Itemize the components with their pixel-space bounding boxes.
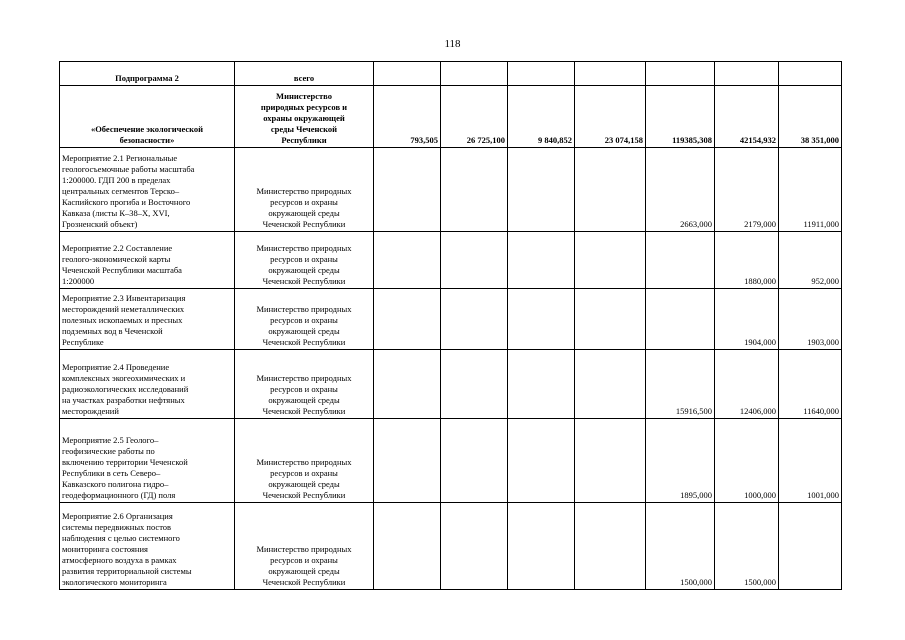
value-cell xyxy=(374,289,441,350)
value-cell: 952,000 xyxy=(779,232,842,289)
value-cell: 2179,000 xyxy=(715,148,779,232)
value-cell: 23 074,158 xyxy=(575,86,646,148)
value-cell: 1880,000 xyxy=(715,232,779,289)
table-row xyxy=(60,503,842,590)
program-table xyxy=(59,61,842,590)
value-cell xyxy=(441,350,508,419)
value-cell xyxy=(441,419,508,503)
table-row xyxy=(60,232,842,289)
value-cell xyxy=(646,289,715,350)
header-row xyxy=(60,62,842,86)
value-cell xyxy=(508,148,575,232)
value-cell xyxy=(575,148,646,232)
subprogram-label: Подпрограмма 2 xyxy=(60,62,235,86)
value-cell: 26 725,100 xyxy=(441,86,508,148)
value-cell: 11911,000 xyxy=(779,148,842,232)
value-cell: 9 840,852 xyxy=(508,86,575,148)
value-cell xyxy=(441,232,508,289)
value-cell xyxy=(508,350,575,419)
subprogram-title: «Обеспечение экологической безопасности» xyxy=(60,86,235,148)
value-cell xyxy=(575,503,646,590)
value-cell xyxy=(575,350,646,419)
subprogram-row xyxy=(60,86,842,148)
table-row xyxy=(60,148,842,232)
value-cell xyxy=(441,503,508,590)
value-cell: 42154,932 xyxy=(715,86,779,148)
value-cell xyxy=(575,232,646,289)
value-cell xyxy=(508,419,575,503)
value-cell: 1000,000 xyxy=(715,419,779,503)
value-cell: 1904,000 xyxy=(715,289,779,350)
measure-org: Министерство природных ресурсов и охраны окружающей среды Чеченской Республики xyxy=(235,289,374,350)
table-row xyxy=(60,350,842,419)
total-label: всего xyxy=(235,62,374,86)
value-cell xyxy=(575,419,646,503)
measure-description: Мероприятие 2.1 Региональные геологосъемочные работы масштаба 1:200000. ГДП 200 в пределах центральных сегментов Терско– Каспийского прогиба и Восточного Кавказа (листы К–38–Х, XVI, Грозненский объект) xyxy=(60,148,235,232)
page-number: 118 xyxy=(444,38,461,50)
measure-org: Министерство природных ресурсов и охраны окружающей среды Чеченской Республики xyxy=(235,419,374,503)
value-cell xyxy=(508,503,575,590)
value-cell: 38 351,000 xyxy=(779,86,842,148)
value-cell xyxy=(374,148,441,232)
value-cell: 15916,500 xyxy=(646,350,715,419)
measure-description: Мероприятие 2.6 Организация системы передвижных постов наблюдения с целью системного мониторинга состояния атмосферного воздуха в рамках развития территориальной системы экологического мониторинга xyxy=(60,503,235,590)
value-cell xyxy=(508,289,575,350)
value-cell: 1500,000 xyxy=(646,503,715,590)
measure-description: Мероприятие 2.3 Инвентаризация месторождений неметаллических полезных ископаемых и пресных подземных вод в Чеченской Республике xyxy=(60,289,235,350)
measure-org: Министерство природных ресурсов и охраны окружающей среды Чеченской Республики xyxy=(235,350,374,419)
table-row xyxy=(60,289,842,350)
value-cell xyxy=(374,503,441,590)
measure-org: Министерство природных ресурсов и охраны окружающей среды Чеченской Республики xyxy=(235,232,374,289)
value-cell: 1903,000 xyxy=(779,289,842,350)
value-cell: 119385,308 xyxy=(646,86,715,148)
measure-description: Мероприятие 2.5 Геолого– геофизические работы по включению территории Чеченской Республики в сеть Северо– Кавказского полигона гидро– геодеформационного (ГД) поля xyxy=(60,419,235,503)
value-cell: 1895,000 xyxy=(646,419,715,503)
value-cell: 12406,000 xyxy=(715,350,779,419)
value-cell xyxy=(441,148,508,232)
value-cell xyxy=(374,419,441,503)
measure-description: Мероприятие 2.4 Проведение комплексных экогеохимических и радиоэкологических исследований на участках разработки нефтяных месторождений xyxy=(60,350,235,419)
value-cell xyxy=(374,232,441,289)
value-cell xyxy=(779,503,842,590)
value-cell xyxy=(508,232,575,289)
value-cell xyxy=(441,289,508,350)
value-cell: 11640,000 xyxy=(779,350,842,419)
measure-org: Министерство природных ресурсов и охраны окружающей среды Чеченской Республики xyxy=(235,503,374,590)
value-cell xyxy=(575,289,646,350)
value-cell: 1500,000 xyxy=(715,503,779,590)
measure-description: Мероприятие 2.2 Составление геолого-экономической карты Чеченской Республики масштаба 1:200000 xyxy=(60,232,235,289)
subprogram-org: Министерство природных ресурсов и охраны окружающей среды Чеченской Республики xyxy=(235,86,374,148)
table-row xyxy=(60,419,842,503)
value-cell xyxy=(646,232,715,289)
measure-org: Министерство природных ресурсов и охраны окружающей среды Чеченской Республики xyxy=(235,148,374,232)
value-cell: 793,505 xyxy=(374,86,441,148)
value-cell: 2663,000 xyxy=(646,148,715,232)
value-cell xyxy=(374,350,441,419)
value-cell: 1001,000 xyxy=(779,419,842,503)
